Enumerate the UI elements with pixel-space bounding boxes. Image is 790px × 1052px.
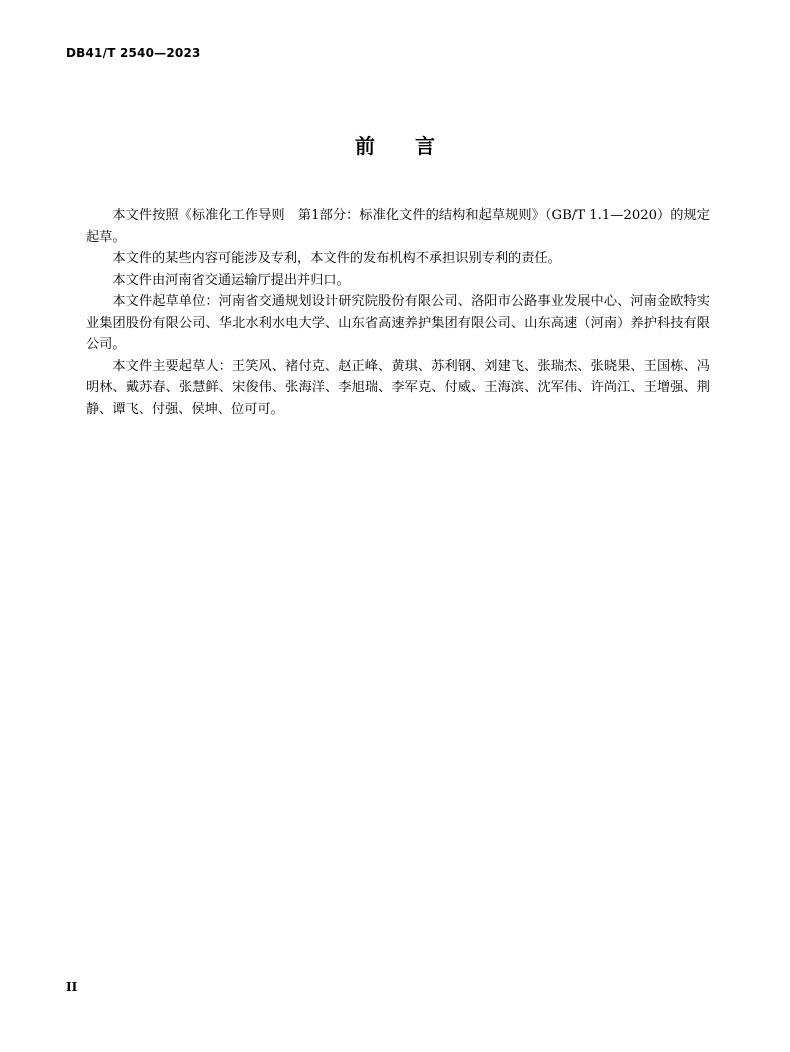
page-number: II: [66, 980, 78, 994]
title-char-1: 前: [355, 134, 375, 158]
paragraph-drafters: 本文件主要起草人：王笑风、褚付克、赵正峰、黄琪、苏利钢、刘建飞、张瑞杰、张晓果、王国栋、冯明林、戴苏春、张慧鲜、宋俊伟、张海洋、李旭瑞、李军克、付威、王海滨、沈军伟、许尚江、王增强、荆静、谭飞、付强、侯坤、位可可。: [86, 358, 710, 417]
foreword-body: [86, 205, 710, 420]
paragraph-drafting-units: 本文件起草单位：河南省交通规划设计研究院股份有限公司、洛阳市公路事业发展中心、河南金欧特实业集团股份有限公司、华北水利水电大学、山东省高速养护集团有限公司、山东高速（河南）养护科技有限公司。: [86, 294, 710, 352]
page-title: [0, 130, 790, 159]
paragraph-patent-notice: 本文件的某些内容可能涉及专利，本文件的发布机构不承担识别专利的责任。: [112, 251, 561, 266]
title-char-2: 言: [415, 134, 435, 158]
paragraph-drafting-rules: 本文件按照《标准化工作导则 第1部分：标准化文件的结构和起草规则》（GB/T 1.1—2020）的规定起草。: [86, 208, 710, 245]
paragraph-proposer: 本文件由河南省交通运输厅提出并归口。: [112, 272, 350, 288]
document-code: DB41/T 2540—2023: [66, 46, 201, 60]
